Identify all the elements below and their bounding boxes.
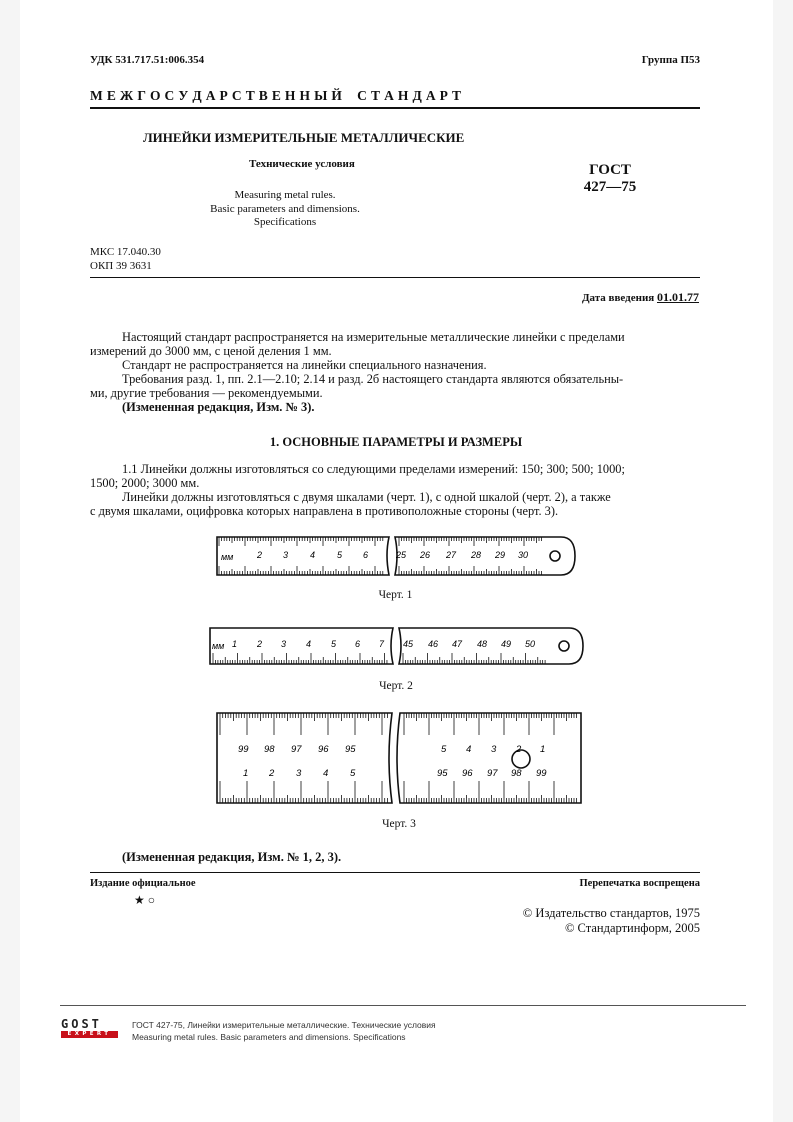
amendment-note: (Измененная редакция, Изм. № 3). <box>122 400 315 414</box>
scale-number: 47 <box>452 639 463 649</box>
unit-label: мм <box>212 641 225 651</box>
scale-number: 95 <box>345 744 356 755</box>
amendment-note-2: (Измененная редакция, Изм. № 1, 2, 3). <box>122 850 342 864</box>
mks-code: МКС 17.040.30 <box>90 246 161 258</box>
footer-line: Measuring metal rules. Basic parameters and dimensions. Specifications <box>132 1032 406 1042</box>
scale-number: 1 <box>243 768 249 779</box>
scale-number: 99 <box>536 768 547 779</box>
ruler-right-part <box>399 628 583 664</box>
english-title-line: Measuring metal rules. <box>234 189 336 201</box>
scale-number: 5 <box>337 550 343 560</box>
scale-number: 50 <box>525 639 536 649</box>
figure-1-caption: Черт. 1 <box>378 589 413 601</box>
scale-number: 25 <box>396 550 407 560</box>
introduction-date <box>582 290 699 305</box>
standard-banner: М Е Ж Г О С У Д А Р С Т В Е Н Н Ы Й С Т А Н Д А Р Т <box>90 88 462 103</box>
scale-number: 48 <box>477 639 488 649</box>
scale-number: 3 <box>281 639 287 649</box>
scale-number: 98 <box>511 768 522 779</box>
figure-3-caption: Черт. 3 <box>382 818 416 830</box>
date-value: 01.01.77 <box>657 290 699 304</box>
scale-number: 30 <box>518 550 529 560</box>
figure-2-ruler <box>207 624 585 668</box>
scale-number: 26 <box>420 550 431 560</box>
figure-2-caption: Черт. 2 <box>379 680 413 692</box>
footer-caption <box>132 1019 436 1043</box>
english-title-line: Specifications <box>253 216 317 228</box>
scale-number: 5 <box>331 639 337 649</box>
group-code: Группа П53 <box>641 54 700 66</box>
document-title: ЛИНЕЙКИ ИЗМЕРИТЕЛЬНЫЕ МЕТАЛЛИЧЕСКИЕ <box>143 130 465 145</box>
section-line: с двумя шкалами, оцифровка которых направлена в противоположные стороны (черт. 3). <box>90 504 559 518</box>
logo-text-bottom: EXPERT <box>61 1031 118 1038</box>
unit-label: мм <box>221 552 234 562</box>
logo-text-top: GOST <box>61 1017 102 1031</box>
scale-number: 46 <box>428 639 439 649</box>
scale-number: 99 <box>238 744 249 755</box>
scale-number: 2 <box>269 768 275 779</box>
copyright-line: © Издательство стандартов, 1975 <box>522 906 700 920</box>
figure-3-ruler <box>214 710 584 806</box>
scale-number: 5 <box>350 768 356 779</box>
scale-number: 27 <box>446 550 457 560</box>
scale-number: 45 <box>403 639 414 649</box>
reprint-notice: Перепечатка воспрещена <box>579 878 700 889</box>
section-line: Линейки должны изготовляться с двумя шкалами (черт. 1), с одной шкалой (черт. 2), а также <box>122 490 611 504</box>
section-text <box>90 462 702 518</box>
intro-line: Настоящий стандарт распространяется на измерительные металлические линейки с пределами <box>122 330 625 344</box>
scale-number: 5 <box>441 744 447 755</box>
official-edition: Издание официальное <box>90 878 196 889</box>
banner-rule <box>90 107 700 109</box>
figure-1-ruler <box>213 533 578 579</box>
footer-line: ГОСТ 427-75, Линейки измерительные металлические. Технические условия <box>132 1020 436 1030</box>
classification-codes <box>90 245 161 273</box>
scale-number: 6 <box>355 639 361 649</box>
edition-marks: ★ ○ <box>134 893 156 907</box>
scale-number: 97 <box>291 744 302 755</box>
okp-code: ОКП 39 3631 <box>90 260 152 272</box>
title-rule <box>90 277 700 278</box>
scale-number: 2 <box>516 744 522 755</box>
scale-number: 29 <box>495 550 506 560</box>
english-title <box>200 189 370 230</box>
copyright-block <box>523 906 700 936</box>
document-subtitle: Технические условия <box>249 158 355 170</box>
gost-code: 427—75 <box>583 179 637 195</box>
scale-number: 96 <box>462 768 473 779</box>
english-title-line: Basic parameters and dimensions. <box>210 202 360 215</box>
gost-number <box>560 162 660 196</box>
ruler-left-part <box>217 713 392 803</box>
scale-number: 28 <box>471 550 482 560</box>
scale-number: 98 <box>264 744 275 755</box>
intro-line: Требования разд. 1, пп. 2.1—2.10; 2.14 и разд. 2б настоящего стандарта являются обязательны- <box>122 372 624 386</box>
scale-number: 3 <box>283 550 289 560</box>
section-line: 1500; 2000; 3000 мм. <box>90 476 200 490</box>
scale-number: 49 <box>501 639 512 649</box>
scale-number: 4 <box>306 639 312 649</box>
section-heading: 1. ОСНОВНЫЕ ПАРАМЕТРЫ И РАЗМЕРЫ <box>269 435 523 449</box>
hanging-hole <box>559 641 569 651</box>
scale-number: 3 <box>296 768 302 779</box>
intro-line: Стандарт не распространяется на линейки специального назначения. <box>122 358 487 372</box>
gost-expert-logo <box>61 1018 118 1038</box>
copyright-line: © Стандартинформ, 2005 <box>564 921 700 935</box>
scale-number: 97 <box>487 768 498 779</box>
scale-number: 95 <box>437 768 448 779</box>
section-line: 1.1 Линейки должны изготовляться со следующими пределами измерений: 150; 300; 500; 1000; <box>122 462 625 476</box>
ruler-left-part <box>210 628 393 664</box>
gost-label: ГОСТ <box>589 162 631 178</box>
hanging-hole <box>550 551 560 561</box>
scale-number: 4 <box>323 768 329 779</box>
scale-number: 4 <box>310 550 316 560</box>
intro-text <box>90 330 702 414</box>
udk-code: УДК 531.717.51:006.354 <box>90 54 205 66</box>
scale-number: 1 <box>232 639 238 649</box>
scale-number: 7 <box>379 639 385 649</box>
scale-number: 1 <box>540 744 546 755</box>
footer-rule <box>60 1005 746 1006</box>
edition-rule <box>90 872 700 873</box>
scale-number: 4 <box>466 744 472 755</box>
ruler-right-part <box>397 713 581 803</box>
date-label: Дата введения <box>581 292 655 304</box>
scale-number: 2 <box>257 639 263 649</box>
scale-number: 3 <box>491 744 497 755</box>
scale-number: 2 <box>257 550 263 560</box>
scale-number: 6 <box>363 550 369 560</box>
scale-number: 96 <box>318 744 329 755</box>
intro-line: ми, другие требования — рекомендуемыми. <box>90 386 323 400</box>
intro-line: измерений до 3000 мм, с ценой деления 1 мм. <box>90 344 332 358</box>
